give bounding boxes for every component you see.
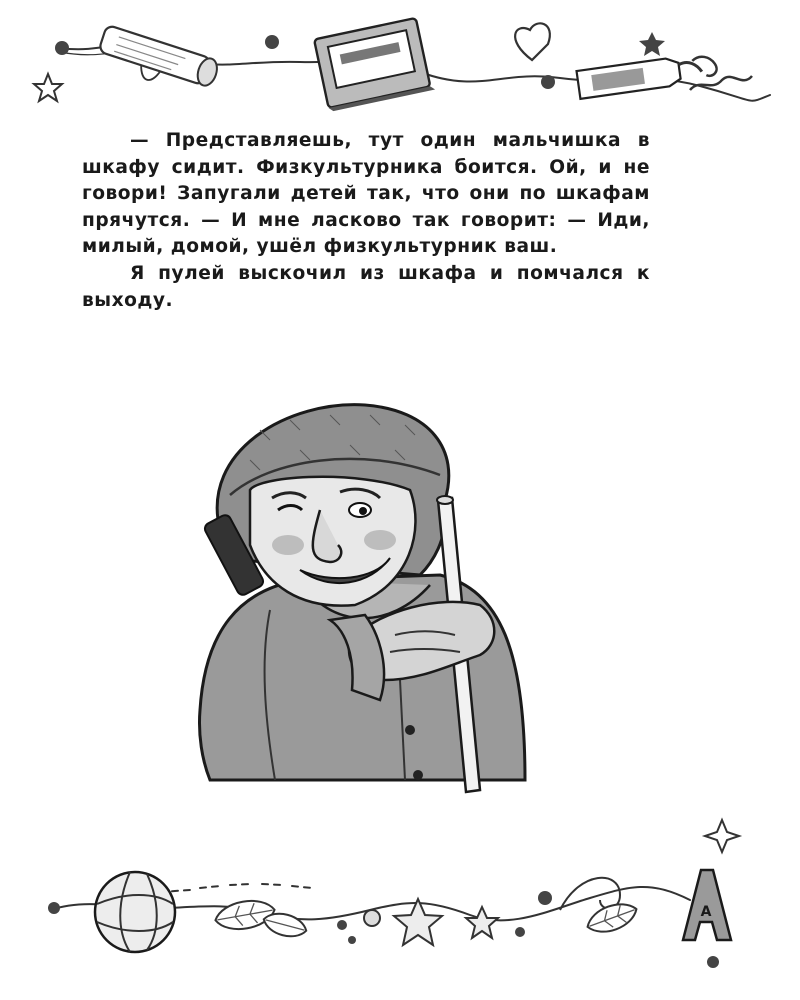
dot-icon xyxy=(707,956,719,968)
leaf-icon xyxy=(583,898,640,938)
scroll-icon xyxy=(95,25,221,100)
sparkle-icon xyxy=(705,820,739,852)
swirl-decoration xyxy=(690,76,752,90)
star-icon xyxy=(639,32,665,56)
star-icon xyxy=(466,907,498,938)
dot-icon xyxy=(348,936,356,944)
heart-icon xyxy=(515,23,550,60)
top-decoration-border xyxy=(0,0,800,120)
dot-icon xyxy=(364,910,380,926)
letter-a-text: A xyxy=(700,904,712,920)
toothpaste-icon xyxy=(577,52,719,99)
dot-icon xyxy=(515,927,525,937)
star-icon xyxy=(34,74,62,101)
star-icon xyxy=(394,899,442,945)
old-woman-illustration xyxy=(180,380,540,800)
dot-icon xyxy=(265,35,279,49)
dot-icon xyxy=(48,902,60,914)
dot-icon xyxy=(538,891,552,905)
bottom-decoration-border xyxy=(0,800,800,1000)
dot-icon xyxy=(55,41,69,55)
paragraph: Я пулей выскочил из шкафа и помчался к выходу. xyxy=(82,262,650,311)
letter-a-icon xyxy=(683,870,731,940)
story-text xyxy=(82,128,650,314)
dot-icon xyxy=(541,75,555,89)
ball-icon xyxy=(95,872,175,952)
dot-icon xyxy=(337,920,347,930)
paragraph: — Представляешь, тут один мальчишка в шкафу сидит. Физкультурника боится. Ой, и не говори! Запугали детей так, что они по шкафам прячутся. — И мне ласково так говорит: — Иди, милый, домой, ушёл физкультурник ваш. xyxy=(82,130,650,258)
leaf-icon xyxy=(213,896,277,933)
book-icon xyxy=(314,17,435,112)
